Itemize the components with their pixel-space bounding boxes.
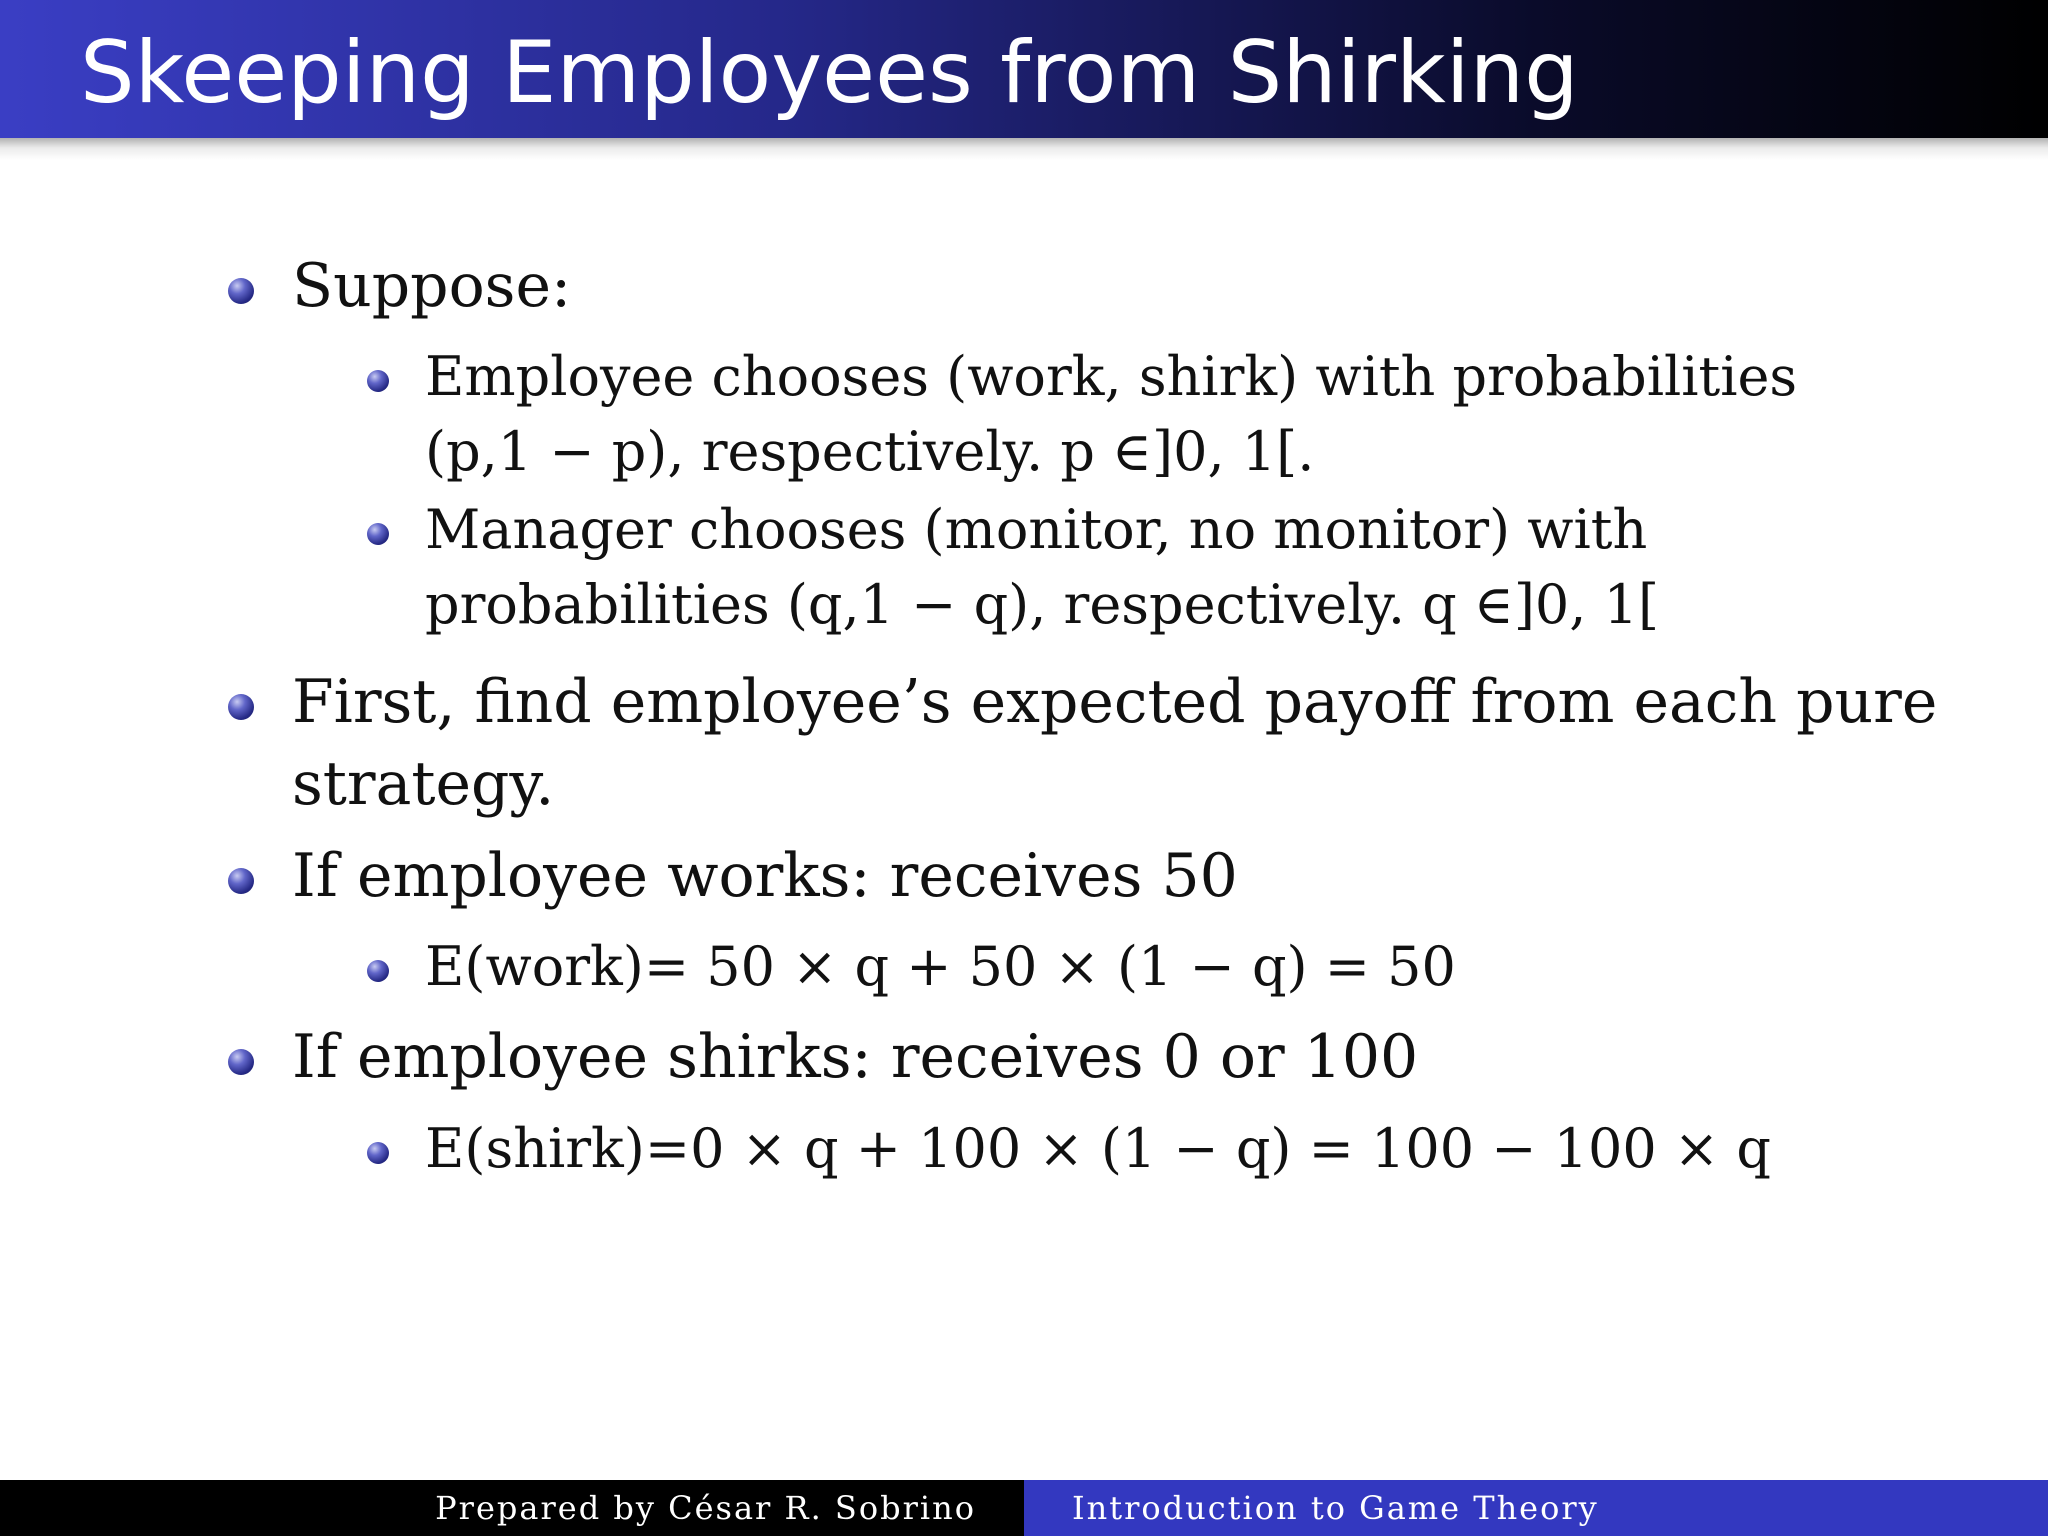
bullet-icon bbox=[228, 278, 254, 304]
footer-author: Prepared by César R. Sobrino bbox=[435, 1489, 976, 1527]
slide-title: Skeeping Employees from Shirking bbox=[80, 23, 1579, 123]
bullet-icon bbox=[228, 1049, 254, 1075]
bullet-icon bbox=[228, 868, 254, 894]
sub-bullet-manager-line1: Manager chooses (monitor, no monitor) with bbox=[425, 498, 1648, 561]
sub-bullet-icon bbox=[367, 523, 389, 545]
bullet-suppose: Suppose: bbox=[292, 251, 572, 321]
sub-bullet-employee-line2: (p,1 − p), respectively. p ∈]0, 1[. bbox=[425, 420, 1315, 483]
sub-bullet-icon bbox=[367, 1142, 389, 1164]
bullet-shirks: If employee shirks: receives 0 or 100 bbox=[292, 1022, 1419, 1092]
footer-author-bar bbox=[0, 1480, 1024, 1536]
bullet-first-line2: strategy. bbox=[292, 749, 555, 819]
bullet-first-line1: First, find employee’s expected payoff from each pure bbox=[292, 667, 1938, 737]
sub-bullet-icon bbox=[367, 960, 389, 982]
sub-bullet-e-shirk: E(shirk)=0 × q + 100 × (1 − q) = 100 − 100 × q bbox=[425, 1117, 1771, 1180]
sub-bullet-icon bbox=[367, 370, 389, 392]
footer-course: Introduction to Game Theory bbox=[1072, 1489, 1599, 1527]
footer-course-bar bbox=[1024, 1480, 2048, 1536]
sub-bullet-manager-line2: probabilities (q,1 − q), respectively. q ∈]0, 1[ bbox=[425, 573, 1660, 636]
sub-bullet-e-work: E(work)= 50 × q + 50 × (1 − q) = 50 bbox=[425, 935, 1456, 998]
bullet-works: If employee works: receives 50 bbox=[292, 841, 1238, 911]
sub-bullet-employee-line1: Employee chooses (work, shirk) with probabilities bbox=[425, 345, 1798, 408]
bullet-icon bbox=[228, 694, 254, 720]
